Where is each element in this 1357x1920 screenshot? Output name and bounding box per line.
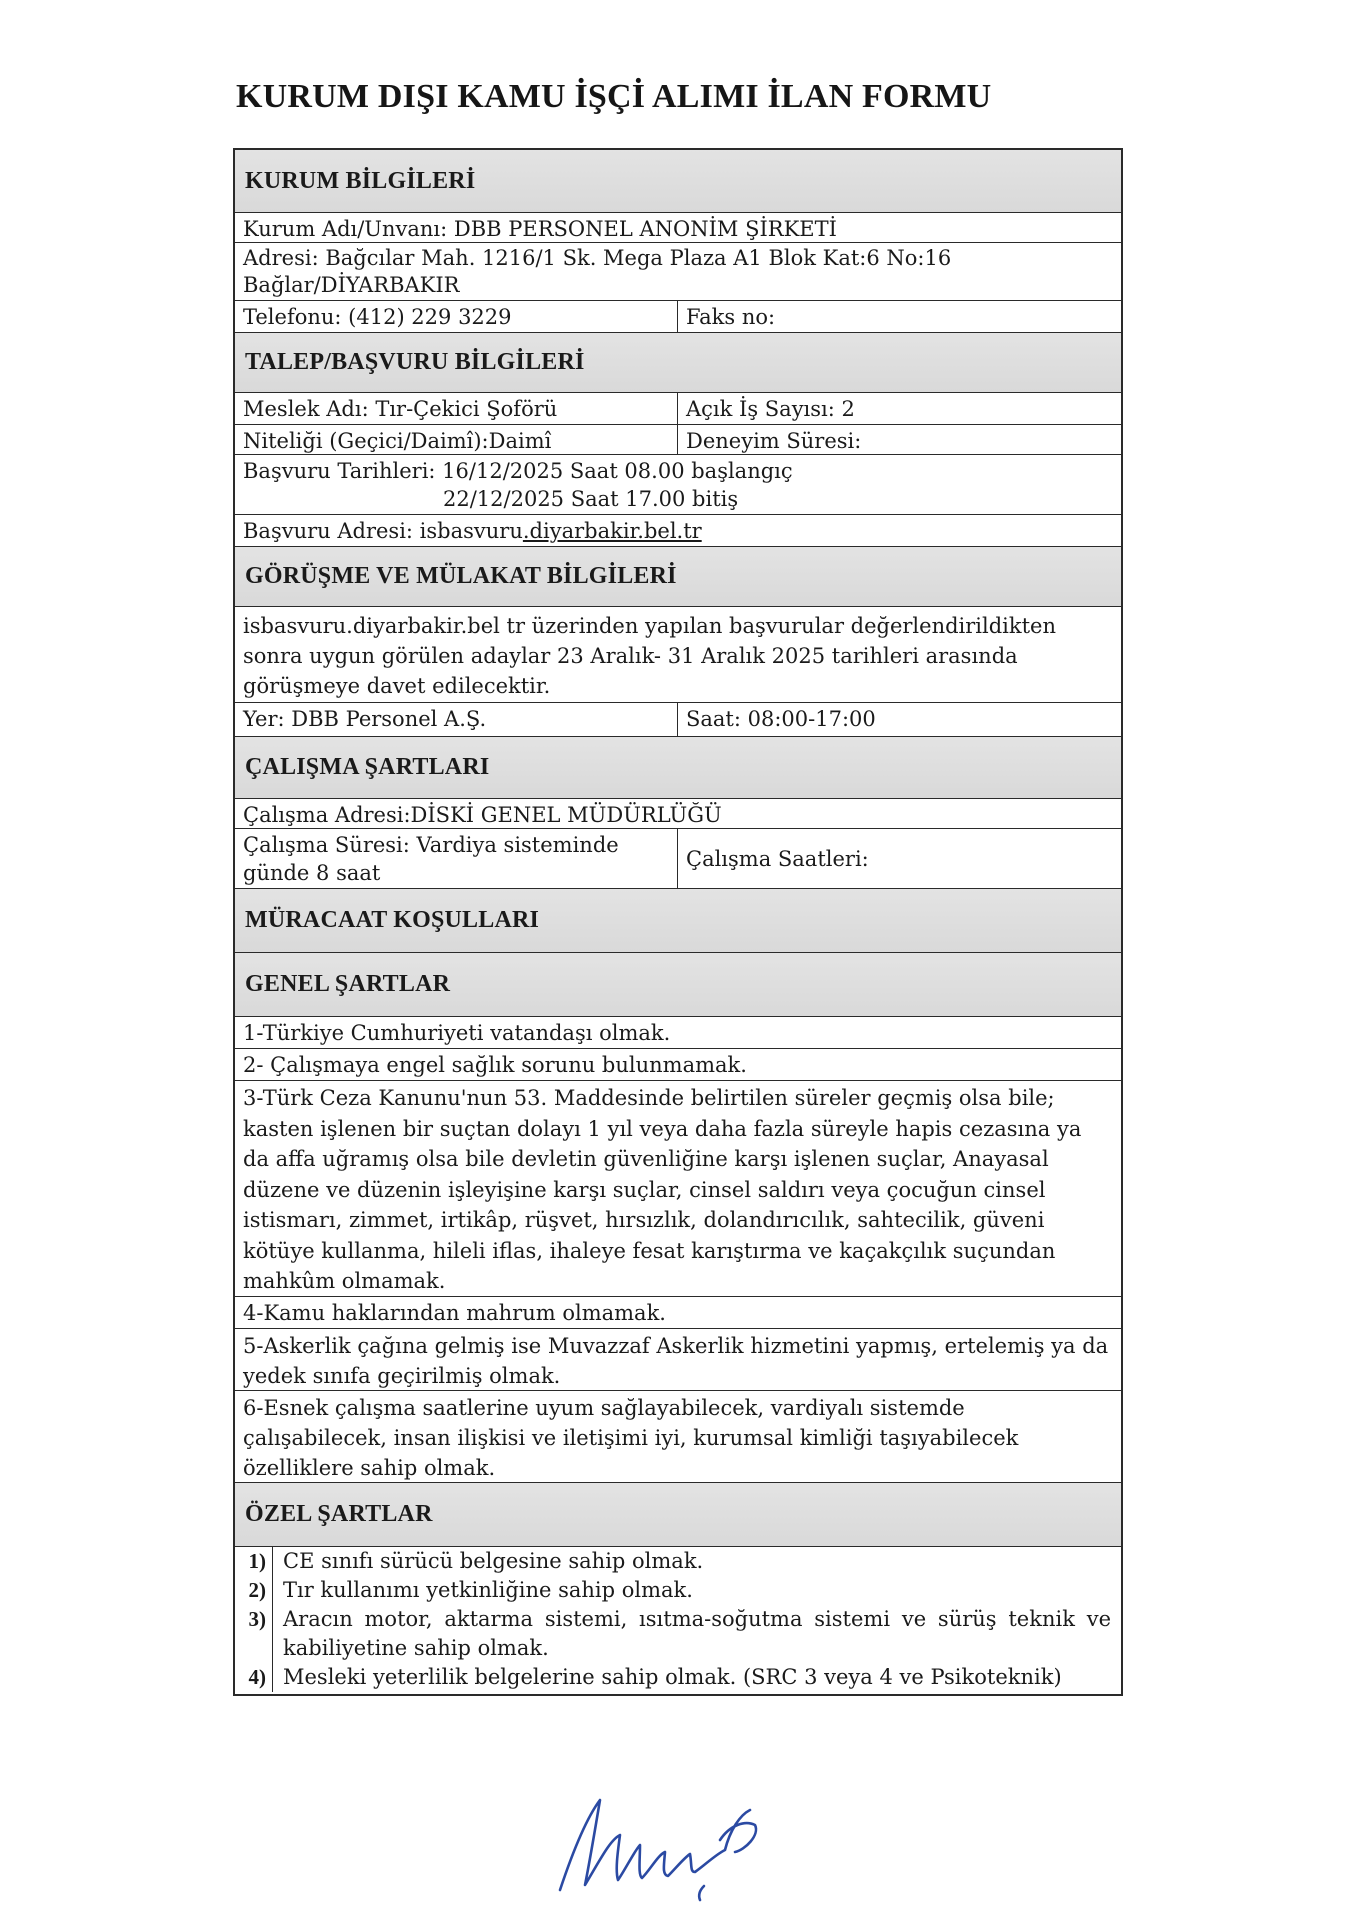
section-genel-heading bbox=[235, 952, 1121, 1016]
section-title: ÖZEL ŞARTLAR bbox=[245, 1501, 433, 1527]
work-duration bbox=[235, 829, 678, 888]
section-title: GENEL ŞARTLAR bbox=[245, 971, 451, 997]
talep-address-row bbox=[235, 514, 1121, 546]
institution-address bbox=[235, 243, 1121, 300]
profession-field: Meslek Adı: Tır-Çekici Şoförü bbox=[235, 393, 678, 424]
special-condition-item bbox=[235, 1663, 1121, 1694]
talep-nature-row bbox=[235, 424, 1121, 454]
general-condition-6: 6-Esnek çalışma saatlerine uyum sağlayabilecek, vardiyalı sistemde çalışabilecek, insan ilişkisi ve iletişimi iyi, kurumsal kimliği taşıyabilecek özelliklere sahip olmak. bbox=[243, 1396, 1019, 1480]
application-dates bbox=[235, 455, 1121, 514]
duration-line-1: Çalışma Süresi: Vardiya sisteminde bbox=[243, 833, 619, 857]
genel-item-row bbox=[235, 1080, 1121, 1296]
general-condition-2: 2- Çalışmaya engel sağlık sorunu bulunmamak. bbox=[243, 1053, 747, 1077]
talep-profession-row bbox=[235, 392, 1121, 424]
section-title: KURUM BİLGİLERİ bbox=[245, 167, 476, 194]
nature-field: Niteliği (Geçici/Daimî):Daimî bbox=[235, 425, 678, 454]
kurum-address-row bbox=[235, 242, 1121, 300]
kurum-contact-row bbox=[235, 300, 1121, 332]
application-address-label: Başvuru Adresi: isbasvuru bbox=[243, 519, 523, 543]
gorusme-place-row bbox=[235, 702, 1121, 736]
address-line-1: Adresi: Bağcılar Mah. 1216/1 Sk. Mega Plaza A1 Blok Kat:6 No:16 bbox=[243, 246, 952, 270]
interview-line-2: sonra uygun görülen adaylar 23 Aralık- 31 Aralık 2025 tarihleri arasında bbox=[243, 644, 1018, 668]
special-condition-text: Mesleki yeterlilik belgelerine sahip olmak. (SRC 3 veya 4 ve Psikoteknik) bbox=[283, 1665, 1062, 1689]
general-condition-1: 1-Türkiye Cumhuriyeti vatandaşı olmak. bbox=[243, 1021, 671, 1045]
genel-item-row bbox=[235, 1296, 1121, 1328]
section-kurum-heading bbox=[235, 150, 1121, 212]
section-title: ÇALIŞMA ŞARTLARI bbox=[245, 754, 490, 780]
genel-item-row bbox=[235, 1016, 1121, 1048]
gorusme-text-row bbox=[235, 606, 1121, 702]
section-gorusme-heading bbox=[235, 546, 1121, 606]
interview-place: Yer: DBB Personel A.Ş. bbox=[235, 703, 678, 736]
open-jobs-field: Açık İş Sayısı: 2 bbox=[686, 397, 855, 421]
section-ozel-heading bbox=[235, 1482, 1121, 1546]
general-condition-3: 3-Türk Ceza Kanunu'nun 53. Maddesinde belirtilen süreler geçmiş olsa bile; kasten işlenen bir suçtan dolayı 1 yıl veya daha fazla süreyle hapis cezasına ya da affa uğramış olsa bile devletin güvenliğine karşı işlenen suçlar, Anayasal düzene ve düzenin işleyişine karşı suçlar, cinsel saldırı veya çocuğun cinsel istismarı, zimmet, irtikâp, rüşvet, hırsızlık, dolandırıcılık, sahtecilik, güveni kötüye kullanma, hileli iflas, ihaleye fesat karıştırma ve kaçakçılık suçundan mahkûm olmamak. bbox=[243, 1086, 1082, 1293]
calisma-address-row bbox=[235, 798, 1121, 828]
general-condition-5: 5-Askerlik çağına gelmiş ise Muvazzaf Askerlik hizmetini yapmış, ertelemiş ya da yedek sınıfa geçirilmiş olmak. bbox=[243, 1334, 1109, 1388]
section-title: GÖRÜŞME VE MÜLAKAT BİLGİLERİ bbox=[245, 563, 677, 589]
special-condition-number: 4) bbox=[235, 1663, 273, 1692]
special-condition-number: 2) bbox=[235, 1576, 273, 1605]
talep-dates-row bbox=[235, 454, 1121, 514]
section-talep-heading bbox=[235, 332, 1121, 392]
address-line-2: Bağlar/DİYARBAKIR bbox=[243, 273, 460, 297]
special-condition-text: Tır kullanımı yetkinliğine sahip olmak. bbox=[283, 1578, 693, 1602]
special-condition-text: CE sınıfı sürücü belgesine sahip olmak. bbox=[283, 1549, 704, 1573]
special-condition-number: 3) bbox=[235, 1605, 273, 1663]
special-condition-text: Aracın motor, aktarma sistemi, ısıtma-soğutma sistemi ve sürüş teknik ve kabiliyetine sahip olmak. bbox=[283, 1607, 1111, 1660]
special-condition-item bbox=[235, 1605, 1121, 1663]
special-condition-number: 1) bbox=[235, 1547, 273, 1576]
institution-name: Kurum Adı/Unvanı: DBB PERSONEL ANONİM ŞİRKETİ bbox=[243, 217, 837, 241]
interview-line-3: görüşmeye davet edilecektir. bbox=[243, 674, 551, 698]
special-condition-item bbox=[235, 1547, 1121, 1576]
section-title: TALEP/BAŞVURU BİLGİLERİ bbox=[245, 349, 585, 375]
section-muracaat-heading bbox=[235, 888, 1121, 952]
work-address: Çalışma Adresi:DİSKİ GENEL MÜDÜRLÜĞÜ bbox=[243, 803, 722, 827]
application-address bbox=[235, 515, 1121, 546]
calisma-duration-row bbox=[235, 828, 1121, 888]
dates-line-2: 22/12/2025 Saat 17.00 bitiş bbox=[443, 487, 739, 511]
genel-item-row bbox=[235, 1328, 1121, 1390]
interview-description bbox=[235, 607, 1121, 702]
work-hours: Çalışma Saatleri: bbox=[686, 846, 869, 871]
kurum-name-row bbox=[235, 212, 1121, 242]
page-title: KURUM DIŞI KAMU İŞÇİ ALIMI İLAN FORMU bbox=[236, 78, 992, 115]
announcement-form bbox=[233, 148, 1123, 1696]
interview-time: Saat: 08:00-17:00 bbox=[686, 707, 876, 731]
phone-field: Telefonu: (412) 229 3229 bbox=[235, 301, 678, 332]
interview-line-1: isbasvuru.diyarbakir.bel tr üzerinden yapılan başvurular değerlendirildikten bbox=[243, 614, 1057, 638]
experience-field: Deneyim Süresi: bbox=[686, 429, 862, 453]
genel-item-row bbox=[235, 1048, 1121, 1080]
application-address-link[interactable]: .diyarbakir.bel.tr bbox=[522, 519, 702, 543]
section-title: MÜRACAAT KOŞULLARI bbox=[245, 907, 540, 933]
general-condition-4: 4-Kamu haklarından mahrum olmamak. bbox=[243, 1301, 666, 1325]
genel-item-row bbox=[235, 1390, 1121, 1482]
dates-line-1: Başvuru Tarihleri: 16/12/2025 Saat 08.00 başlangıç bbox=[243, 459, 793, 483]
duration-line-2: günde 8 saat bbox=[243, 861, 381, 885]
section-calisma-heading bbox=[235, 736, 1121, 798]
special-condition-item bbox=[235, 1576, 1121, 1605]
special-conditions-list bbox=[235, 1546, 1121, 1694]
signature bbox=[540, 1780, 800, 1910]
fax-field: Faks no: bbox=[686, 305, 776, 329]
